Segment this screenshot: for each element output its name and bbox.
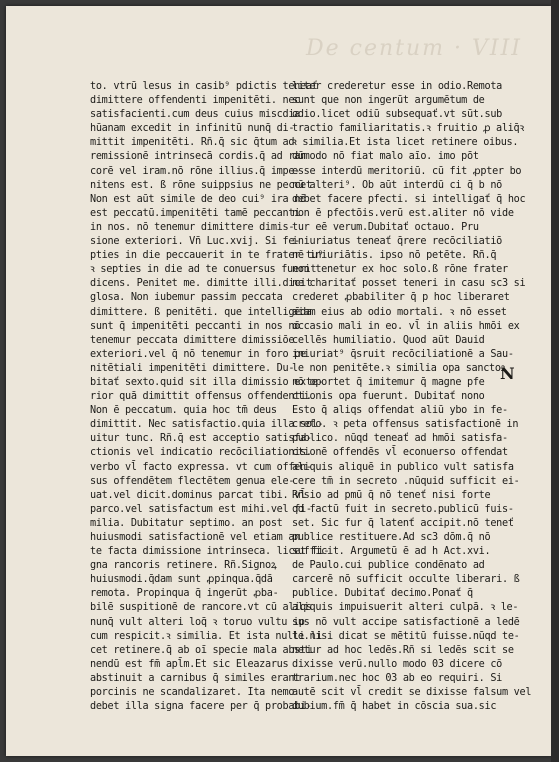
text-line: tractio familiaritatis.ꝛ fruitio ꝓ aliq̄ꝛ xyxy=(292,123,524,135)
text-line: carcerē nō sufficit occulte liberari. ß xyxy=(292,574,520,586)
text-line: gna rancoris retinere. Rñ.Signoꝝ xyxy=(90,560,277,572)
text-line: tur eē verum.Dubitať octauo. Pru xyxy=(292,221,479,233)
text-line: exteriori.vel q̄ nō tenemur in foro pe xyxy=(90,348,306,360)
text-line: nitētiali impenitēti dimittere. Du- xyxy=(90,362,295,374)
text-line: occasio mali in eo. vl̄ in aliis hmōi ex xyxy=(292,320,520,332)
text-line: cere tm̄ in secreto .nūquid sufficit ei- xyxy=(292,475,520,487)
text-line: rior quā dimittit offensus offendenti. xyxy=(90,391,312,403)
text-line: te facta dimissione intrinseca. licet fi- xyxy=(90,546,330,558)
text-line: non tenetur ex hoc solo.ß rōne frater xyxy=(292,264,508,276)
text-line: milia. Dubitatur septimo. an post xyxy=(90,517,283,529)
text-line: to. vtrū lesus in casib⁹ pdictis teneať xyxy=(90,81,318,92)
text-line: pties in die peccauerit in te frater tu⁹ xyxy=(90,250,324,262)
text-line: Non est aūt simile de deo cui⁹ ira nō xyxy=(90,193,306,205)
text-line: satisfacienti.cum deus cuius miscdia xyxy=(90,109,301,121)
text-line: nū alteri⁹. Ob aūt interdū ci q̄ b nō xyxy=(292,179,503,191)
text-line: abstinuit a carnibus q̄ similes erant xyxy=(90,672,301,684)
text-line: qd factū fuit in secreto.publicū fuis- xyxy=(292,503,514,515)
text-line: dubium.fm̄ q̄ habet in cōscia sua.sic xyxy=(292,701,497,713)
text-line: trarium.nec hoc 03 ab eo requiri. Si xyxy=(292,672,503,684)
text-line: dicens. Penitet me. dimitte illi.dicit xyxy=(90,278,312,290)
text-line: huiusmodi.q̄dam sunt ꝓpinqua.q̄dā xyxy=(90,574,273,586)
text-line: creto. ꝛ peta offensus satisfactionē in xyxy=(292,419,519,431)
text-line: corē vel iram.nō rōne illius.q̄ impe- xyxy=(90,165,301,177)
text-line: ctionis opa fuerunt. Dubitať nono xyxy=(292,391,485,403)
text-line: in nos. nō tenemur dimittere dimis- xyxy=(90,221,295,233)
text-line: debet illa signa facere per q̄ probabi- xyxy=(90,701,312,713)
text-line: sus offendētem flectētem genua ele- xyxy=(90,475,295,487)
text-line: crederet ꝓbabiliter q̄ p hoc liberaret xyxy=(292,292,510,304)
text-line: uat.vel dicit.dominus parcat tibi. vl̄ xyxy=(90,489,306,501)
text-line: verbo vl̄ facto expressa. vt cum offen- xyxy=(90,461,312,473)
text-line: ne charitať posset teneri in casu sc3 si xyxy=(292,278,526,290)
text-line: publice restituere.Ad sc3 dōm.q̄ nō xyxy=(292,532,491,543)
scan-edge xyxy=(551,0,559,762)
text-line: esse interdū meritoriū. cū fit ꝓpter bo xyxy=(292,165,522,177)
text-line: parco.vel satisfactum est mihi.vel fi- xyxy=(90,503,312,515)
left-text-column xyxy=(90,80,330,714)
text-line: uitur tunc. Rñ.q̄ est acceptio satisfa- xyxy=(90,433,312,445)
text-line: dixisse verū.nullo modo 03 dicere cō xyxy=(292,658,503,670)
text-line: porcinis ne scandalizaret. Ita nemo xyxy=(90,687,295,699)
text-line: autē scit vl̄ credit se dixisse falsum vel xyxy=(292,687,532,699)
text-line: ctionis vel indicatio recōciliationis. xyxy=(90,447,312,459)
text-line: publico. nūqd teneať ad hmōi satisfa- xyxy=(292,433,508,445)
text-line: aliquis impuisuerit alteri culpā. ꝛ le- xyxy=(292,602,519,614)
text-line: set. Sic fur q̄ latenť accipit.nō teneť xyxy=(292,517,514,529)
text-line: nō oportet q̄ imitemur q̄ magne pfe xyxy=(292,376,485,388)
text-line: sufficit. Argumetū ē ad h Act.xvi. xyxy=(292,546,491,558)
text-line: mittit impenitēti. Rñ.q̄ sic q̄tum ad xyxy=(90,137,295,149)
text-line: dimittit. Nec satisfactio.quia illa sol- xyxy=(90,419,324,431)
text-line: dimittere. ß penitēti. que intelligēda xyxy=(90,306,312,318)
text-line: sus nō vult accipe satisfactionē a ledē xyxy=(292,616,520,628)
text-line: iniuriat⁹ q̄sruit recōciliationē a Sau- xyxy=(292,348,514,360)
text-line: ꝛ septies in die ad te conuersus fuerit xyxy=(90,264,317,276)
text-line: le non penitēte.ꝛ similia opa sanctoꝝ xyxy=(292,362,507,374)
text-line: Non ē peccatum. quia hoc tm̄ deus xyxy=(90,405,277,417)
book-page xyxy=(6,6,552,756)
text-line: Esto q̄ aliqs offendat aliū ybo in fe- xyxy=(292,405,508,417)
text-line: non ē pfectōis.verū est.aliter nō vide xyxy=(292,207,514,219)
text-line: nendū est fm̄ apl̄m.Et sic Eleazarus xyxy=(90,658,289,670)
text-line: dimittere offendenti impenitēti. nec xyxy=(90,95,301,107)
text-line: cet retinere.q̄ ab oī specie mala absti xyxy=(90,644,312,656)
text-line: glosa. Non iubemur passim peccata xyxy=(90,292,283,304)
text-line: netur ad hoc ledēs.Rñ si ledēs scit se xyxy=(292,644,514,656)
text-line: bilē suspitionē de rancore.vt cū aliqs xyxy=(90,602,312,614)
text-line: aliquis aliquē in publico vult satisfa xyxy=(292,461,514,473)
text-line: nē iniuriātis. ipso nō petēte. Rñ.q̄ xyxy=(292,250,497,262)
text-line: bitať sexto.quid sit illa dimissio exte- xyxy=(90,376,324,388)
text-line: ctionē offendēs vl̄ econuerso offendat xyxy=(292,447,508,459)
text-line: sione exteriori. Vn̄ Luc.xvij. Si fe- xyxy=(90,236,301,248)
text-line: sunt q̄ impenitēti peccanti in nos nō xyxy=(90,320,301,332)
text-line: hūanam excedit in infinitū nunq̄ di- xyxy=(90,123,295,135)
text-line: iniuriatus teneať q̄rere recōciliatiō xyxy=(292,236,503,248)
marginal-note: N xyxy=(500,364,515,383)
text-line: te.nisi dicat se mētitū fuisse.nūqd te- xyxy=(292,630,520,642)
bleed-through-heading: De centum · VIII xyxy=(306,36,522,61)
text-line: ꝛ similia.Et ista licet retinere oibus. xyxy=(292,137,519,149)
text-line: nitens est. ß rōne suippsius ne peccet xyxy=(90,179,312,191)
right-text-column xyxy=(292,80,532,714)
text-line: remissionē intrinsecā cordis.q̄ ad ran xyxy=(90,151,306,163)
text-line: debet facere pfecti. si intelligať q̄ hoc xyxy=(292,193,526,205)
text-line: cum respicit.ꝛ similia. Et ista nulli li xyxy=(90,630,323,642)
text-line: cellēs humiliatio. Quod aūt Dauid xyxy=(292,334,485,346)
text-line: odio.licet odiū subsequať.vt sūt.sub xyxy=(292,109,503,121)
text-line: sunt que non ingerūt argumētum de xyxy=(292,95,485,107)
text-line: Rñsio ad pmū q̄ nō teneť nisi forte xyxy=(292,489,491,501)
text-line: publice. Dubitať decimo.Ponať q̄ xyxy=(292,588,473,600)
text-line: dūmodo nō fiat malo aīo. imo pōt xyxy=(292,151,479,163)
text-line: est peccatū.impenitēti tamē peccanti xyxy=(90,207,301,219)
text-line: nunq̄ vult alteri loq̄ ꝛ toruo vultu ip xyxy=(90,616,305,628)
text-line: huiusmodi satisfactionē vel etiam an xyxy=(90,532,301,543)
text-line: de Paulo.cui publice condēnato ad xyxy=(292,560,485,572)
text-line: tenemur peccata dimittere dimissiōe xyxy=(90,334,295,346)
text-line: remota. Propinqua q̄ ingerūt ꝓba- xyxy=(90,588,279,600)
text-line: liter crederetur esse in odio.Remota xyxy=(292,81,503,92)
text-line: aiam eius ab odio mortali. ꝛ nō esset xyxy=(292,306,507,318)
